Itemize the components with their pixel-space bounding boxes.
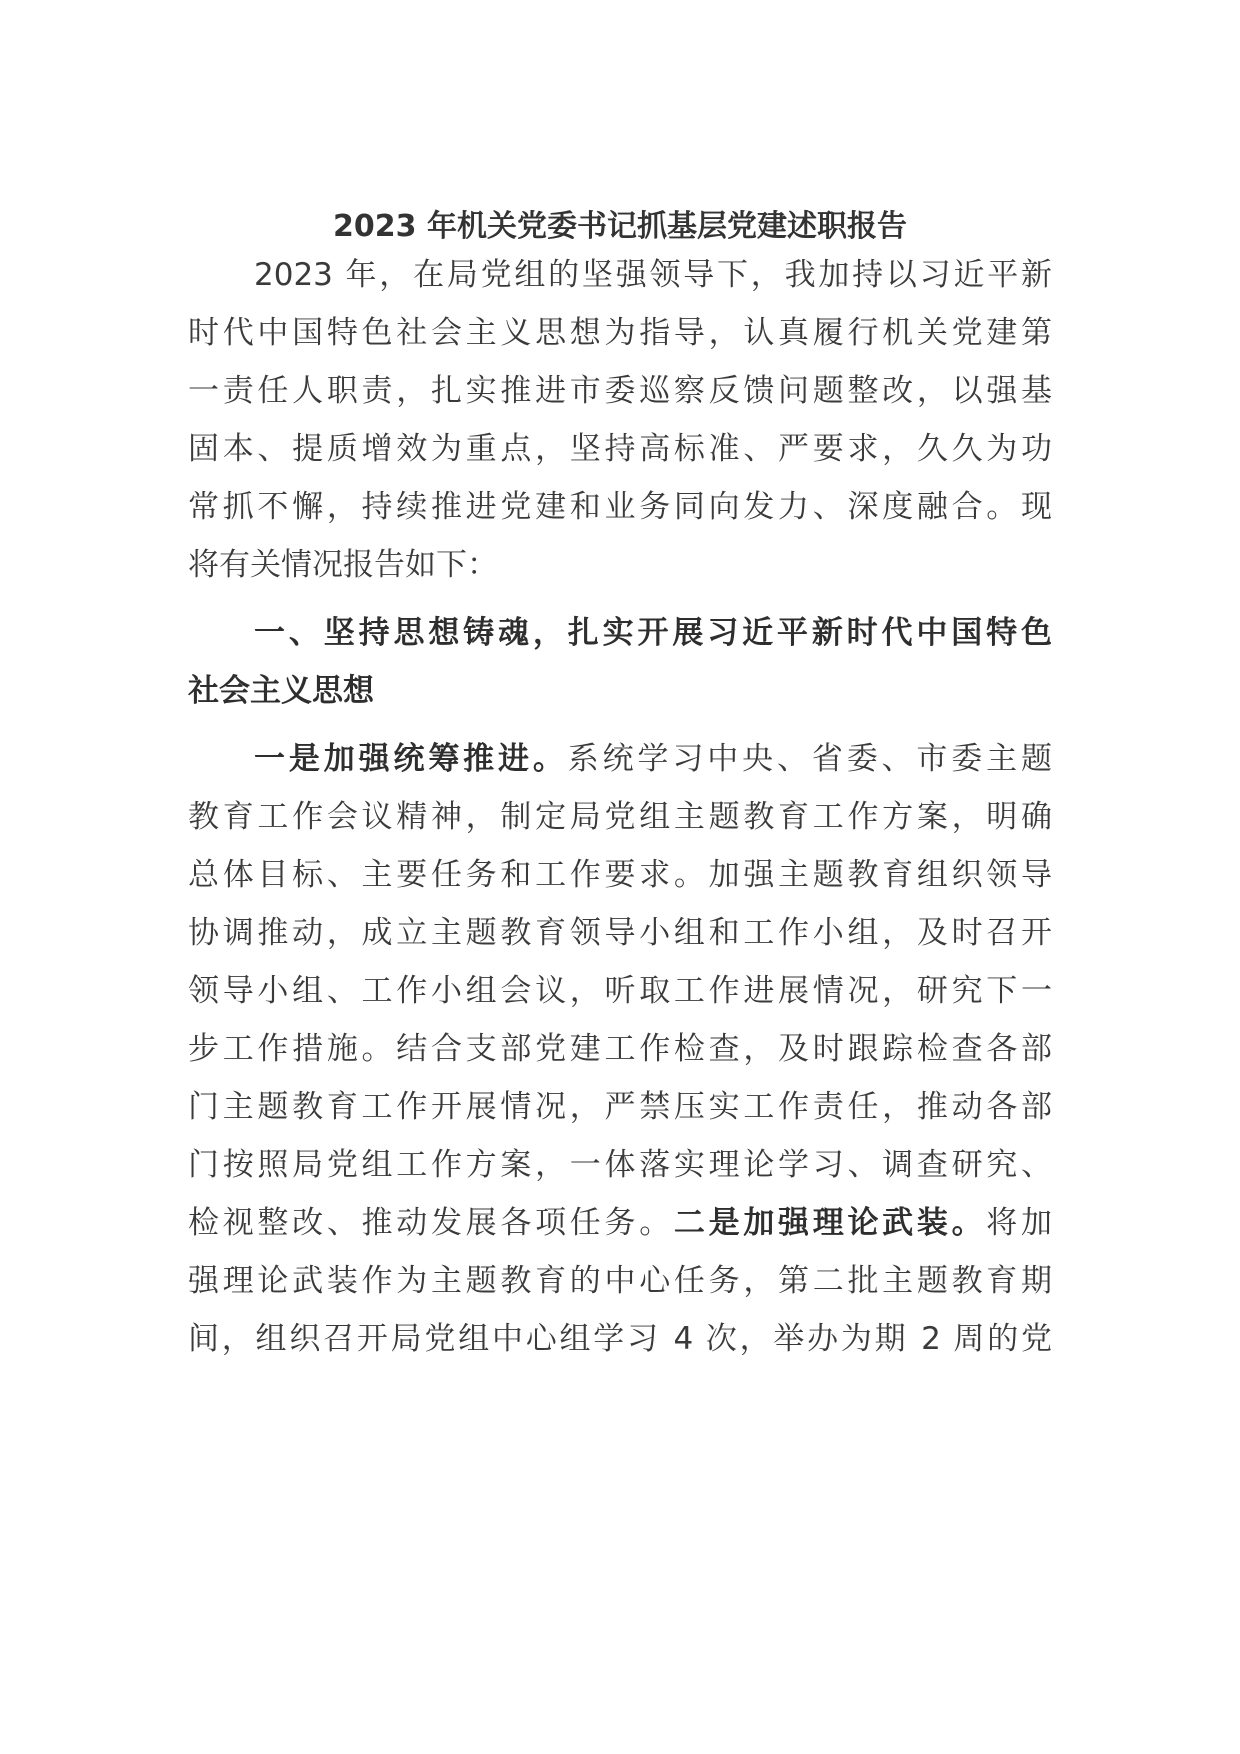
intro-line-5: 常抓不懈，持续推进党建和业务同向发力、深度融合。现 bbox=[188, 489, 1052, 525]
para-line-9 bbox=[188, 1201, 1052, 1245]
intro-line-4: 固本、提质增效为重点，坚持高标准、严要求，久久为功 bbox=[188, 431, 1052, 467]
para-second-lead-bold: 二是加强理论武装。 bbox=[673, 1205, 987, 1241]
para-line-1 bbox=[254, 737, 1052, 781]
para-line-10: 强理论武装作为主题教育的中心任务，第二批主题教育期 bbox=[188, 1263, 1052, 1299]
para-line-9-start: 检视整改、推动发展各项任务。 bbox=[188, 1205, 674, 1241]
intro-line-2: 时代中国特色社会主义思想为指导，认真履行机关党建第 bbox=[188, 315, 1052, 351]
para-line-9-end: 将加 bbox=[986, 1205, 1053, 1241]
para-line-6: 步工作措施。结合支部党建工作检查，及时跟踪检查各部 bbox=[188, 1031, 1052, 1067]
para-lead-bold: 一是加强统筹推进。 bbox=[254, 741, 568, 777]
intro-line-3: 一责任人职责，扎实推进市委巡察反馈问题整改，以强基 bbox=[188, 373, 1052, 409]
section-heading-line-2: 社会主义思想 bbox=[188, 673, 374, 709]
section-heading-line-1: 一、坚持思想铸魂，扎实开展习近平新时代中国特色 bbox=[254, 615, 1052, 651]
para-line-3: 总体目标、主要任务和工作要求。加强主题教育组织领导 bbox=[188, 857, 1052, 893]
para-line-7: 门主题教育工作开展情况，严禁压实工作责任，推动各部 bbox=[188, 1089, 1052, 1125]
para-line-5: 领导小组、工作小组会议，听取工作进展情况，研究下一 bbox=[188, 973, 1052, 1009]
para-line-8: 门按照局党组工作方案，一体落实理论学习、调查研究、 bbox=[188, 1147, 1052, 1183]
document-title: 2023 年机关党委书记抓基层党建述职报告 bbox=[333, 209, 907, 244]
para-line-1-rest: 系统学习中央、省委、市委主题 bbox=[567, 741, 1053, 777]
intro-line-6: 将有关情况报告如下： bbox=[188, 547, 498, 583]
intro-line-1: 2023 年，在局党组的坚强领导下，我加持以习近平新 bbox=[254, 257, 1052, 293]
para-line-11: 间，组织召开局党组中心组学习 4 次，举办为期 2 周的党 bbox=[188, 1321, 1052, 1357]
para-line-4: 协调推动，成立主题教育领导小组和工作小组，及时召开 bbox=[188, 915, 1052, 951]
para-line-2: 教育工作会议精神，制定局党组主题教育工作方案，明确 bbox=[188, 799, 1052, 835]
